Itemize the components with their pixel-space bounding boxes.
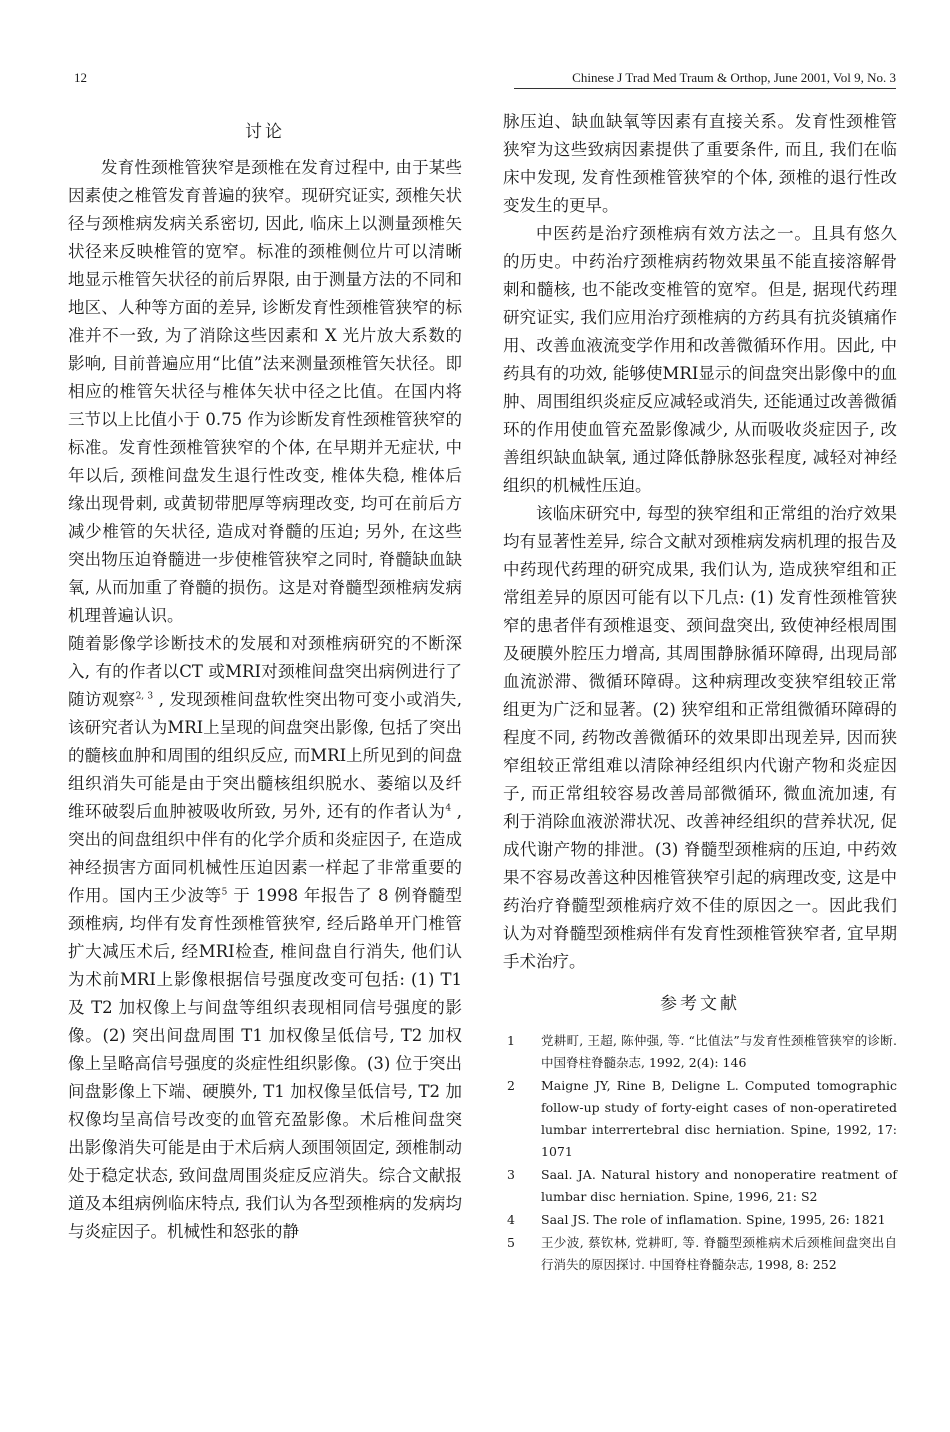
reference-number: 2 bbox=[507, 1078, 515, 1093]
reference-item bbox=[503, 1030, 897, 1074]
paragraph-2-text-d: 于 1998 年报告了 8 例脊髓型颈椎病, 均伴有发育性颈椎管狭窄, 经后路单开门椎管扩大减压术后, 经MRI检查, 椎间盘自行消失, 他们认为术前MRI上影像根据信号强度改变可包括: (1) T1 及 T2 加权像上与间盘等组织表现相同信号强度的影像。(2) 突出间盘周围 T1 加权像呈低信号, T2 加权像上呈略高信号强度的炎症性组织影像。(3) 位于突出间盘影像上下端、硬膜外, T1 加权像呈低信号, T2 加权像均呈高信号改变的血管充盈影像。术后椎间盘突出影像消失可能是由于术后病人颈围领固定, 颈椎制动处于稳定状态, 致间盘周围炎症反应消失。综合文献报道及本组病例临床特点, 我们认为各型颈椎病的发病均与炎症因子。机械性和怒张的静 bbox=[68, 886, 463, 1241]
paragraph-2-text-c: , 突出的间盘组织中伴有的化学介质和炎症因子, 在造成神经损害方面同机械性压迫因素一样起了非常重要的作用。国内王少波等 bbox=[68, 802, 462, 905]
discussion-paragraph-4: 该临床研究中, 每型的狭窄组和正常组的治疗效果均有显著性差异, 综合文献对颈椎病发病机理的报告及中药现代药理的研究成果, 我们认为, 造成狭窄组和正常组差异的原因可能有以下几点: (1) 发育性颈椎管狭窄的患者伴有颈椎退变、颈间盘突出, 致使神经根周围及硬膜外腔压力增高, 其周围静脉循环障碍, 出现局部血流淤滞、微循环障碍。这种病理改变狭窄组较正常组更为广泛和显著。(2) 狭窄组和正常组微循环障碍的程度不同, 药物改善微循环的效果即出现差异, 因而狭窄组较正常组难以清除神经组织内代谢产物和炎症因子, 而正常组较容易改善局部微循环, 微血流加速, 有利于消除血液淤滞状况、改善神经组织的营养状况, 促成代谢产物的排泄。(3) 脊髓型颈椎病的压迫, 中药效果不容易改善这种因椎管狭窄引起的病理改变, 这是中药治疗脊髓型颈椎病疗效不佳的原因之一。因此我们认为对脊髓型颈椎病伴有发育性颈椎管狭窄者, 宜早期手术治疗。 bbox=[503, 504, 897, 971]
discussion-paragraph-1: 发育性颈椎管狭窄是颈椎在发育过程中, 由于某些因素使之椎管发育普遍的狭窄。现研究证实, 颈椎矢状径与颈椎病发病关系密切, 因此, 临床上以测量颈椎矢状径来反映椎管的宽窄。标准的颈椎侧位片可以清晰地显示椎管矢状径的前后界限, 由于测量方法的不同和地区、人种等方面的差异, 诊断发育性颈椎管狭窄的标准并不一致, 为了消除这些因素和 X 光片放大系数的影响, 目前普遍应用“比值”法来测量颈椎管矢状径。即相应的椎管矢状径与椎体矢状中径之比值。在国内将三节以上比值小于 0.75 作为诊断发育性颈椎管狭窄的标准。发育性颈椎管狭窄的个体, 在早期并无症状, 中年以后, 颈椎间盘发生退行性改变, 椎体失稳, 椎体后缘出现骨刺, 或黄韧带肥厚等病理改变, 均可在前后方减少椎管的矢状径, 造成对脊髓的压迫; 另外, 在这些突出物压迫脊髓进一步使椎管狭窄之同时, 脊髓缺血缺氧, 从而加重了脊髓的损伤。这是对脊髓型颈椎病发病机理普遍认识。 bbox=[68, 158, 462, 625]
reference-item bbox=[503, 1075, 897, 1163]
header-rule bbox=[514, 88, 896, 89]
reference-text: 党耕町, 王超, 陈仲强, 等. “比值法”与发育性颈椎管狭窄的诊断. 中国脊柱脊髓杂志, 1992, 2(4): 146 bbox=[541, 1033, 897, 1070]
reference-item bbox=[503, 1232, 897, 1276]
journal-citation: Chinese J Trad Med Traum & Orthop, June 2001, Vol 9, No. 3 bbox=[572, 70, 896, 85]
reference-item bbox=[503, 1164, 897, 1208]
discussion-paragraph-2 bbox=[68, 630, 462, 1246]
citation-2-3: 2, 3 bbox=[135, 691, 154, 702]
reference-text: Maigne JY, Rine B, Deligne L. Computed tomographic follow-up study of forty-eight cases of non-operatireted lumbar interrertebral disc herniation. Spine, 1992, 17: 1071 bbox=[541, 1078, 897, 1159]
reference-text: 王少波, 蔡钦林, 党耕町, 等. 脊髓型颈椎病术后颈椎间盘突出自行消失的原因探讨. 中国脊柱脊髓杂志, 1998, 8: 252 bbox=[541, 1235, 897, 1272]
reference-number: 1 bbox=[507, 1033, 515, 1048]
reference-text: Saal. JA. Natural history and nonoperatire reatment of lumbar disc herniation. Spine, 1996, 21: S2 bbox=[541, 1167, 897, 1204]
citation-5: 5 bbox=[221, 887, 228, 898]
reference-number: 4 bbox=[507, 1212, 515, 1227]
discussion-title: 讨论 bbox=[245, 122, 285, 142]
left-column bbox=[68, 108, 462, 1246]
paragraph-2-text-b: , 发现颈椎间盘软性突出物可变小或消失, 该研究者认为MRI上呈现的间盘突出影像, 包括了突出的髓核血肿和周围的组织反应, 而MRI上所见到的间盘组织消失可能是由于突出髓核组织脱水、萎缩以及纤维环破裂后血肿被吸收所致, 另外, 还有的作者认为 bbox=[68, 690, 462, 821]
right-column bbox=[503, 108, 897, 1277]
reference-number: 3 bbox=[507, 1167, 515, 1182]
reference-text: Saal JS. The role of inflamation. Spine, 1995, 26: 1821 bbox=[541, 1212, 886, 1227]
page-number: 12 bbox=[74, 70, 87, 85]
citation-4: 4 bbox=[445, 803, 452, 814]
references-title: 参考文献 bbox=[660, 994, 740, 1014]
discussion-paragraph-2-continued: 脉压迫、缺血缺氧等因素有直接关系。发育性颈椎管狭窄为这些致病因素提供了重要条件, 而且, 我们在临床中发现, 发育性颈椎管狭窄的个体, 颈椎的退行性改变发生的更早。 bbox=[503, 112, 897, 215]
reference-number: 5 bbox=[507, 1235, 515, 1250]
discussion-paragraph-3: 中医药是治疗颈椎病有效方法之一。且具有悠久的历史。中药治疗颈椎病药物效果虽不能直接溶解骨刺和髓核, 也不能改变椎管的宽窄。但是, 据现代药理研究证实, 我们应用治疗颈椎病的方药具有抗炎镇痛作用、改善血液流变学作用和改善微循环作用。因此, 中药具有的功效, 能够使MRI显示的间盘突出影像中的血肿、周围组织炎症反应减轻或消失, 还能通过改善微循环的作用使血管充盈影像减少, 从而吸收炎症因子, 改善组织缺血缺氧, 通过降低静脉怒张程度, 减轻对神经组织的机械性压迫。 bbox=[503, 224, 897, 495]
reference-item bbox=[503, 1209, 897, 1231]
paragraph-2-text-a: 随着影像学诊断技术的发展和对颈椎病研究的不断深入, 有的作者以CT 或MRI对颈椎间盘突出病例进行了随访观察 bbox=[68, 634, 462, 709]
page-header bbox=[74, 70, 896, 92]
reference-list bbox=[503, 1030, 897, 1276]
